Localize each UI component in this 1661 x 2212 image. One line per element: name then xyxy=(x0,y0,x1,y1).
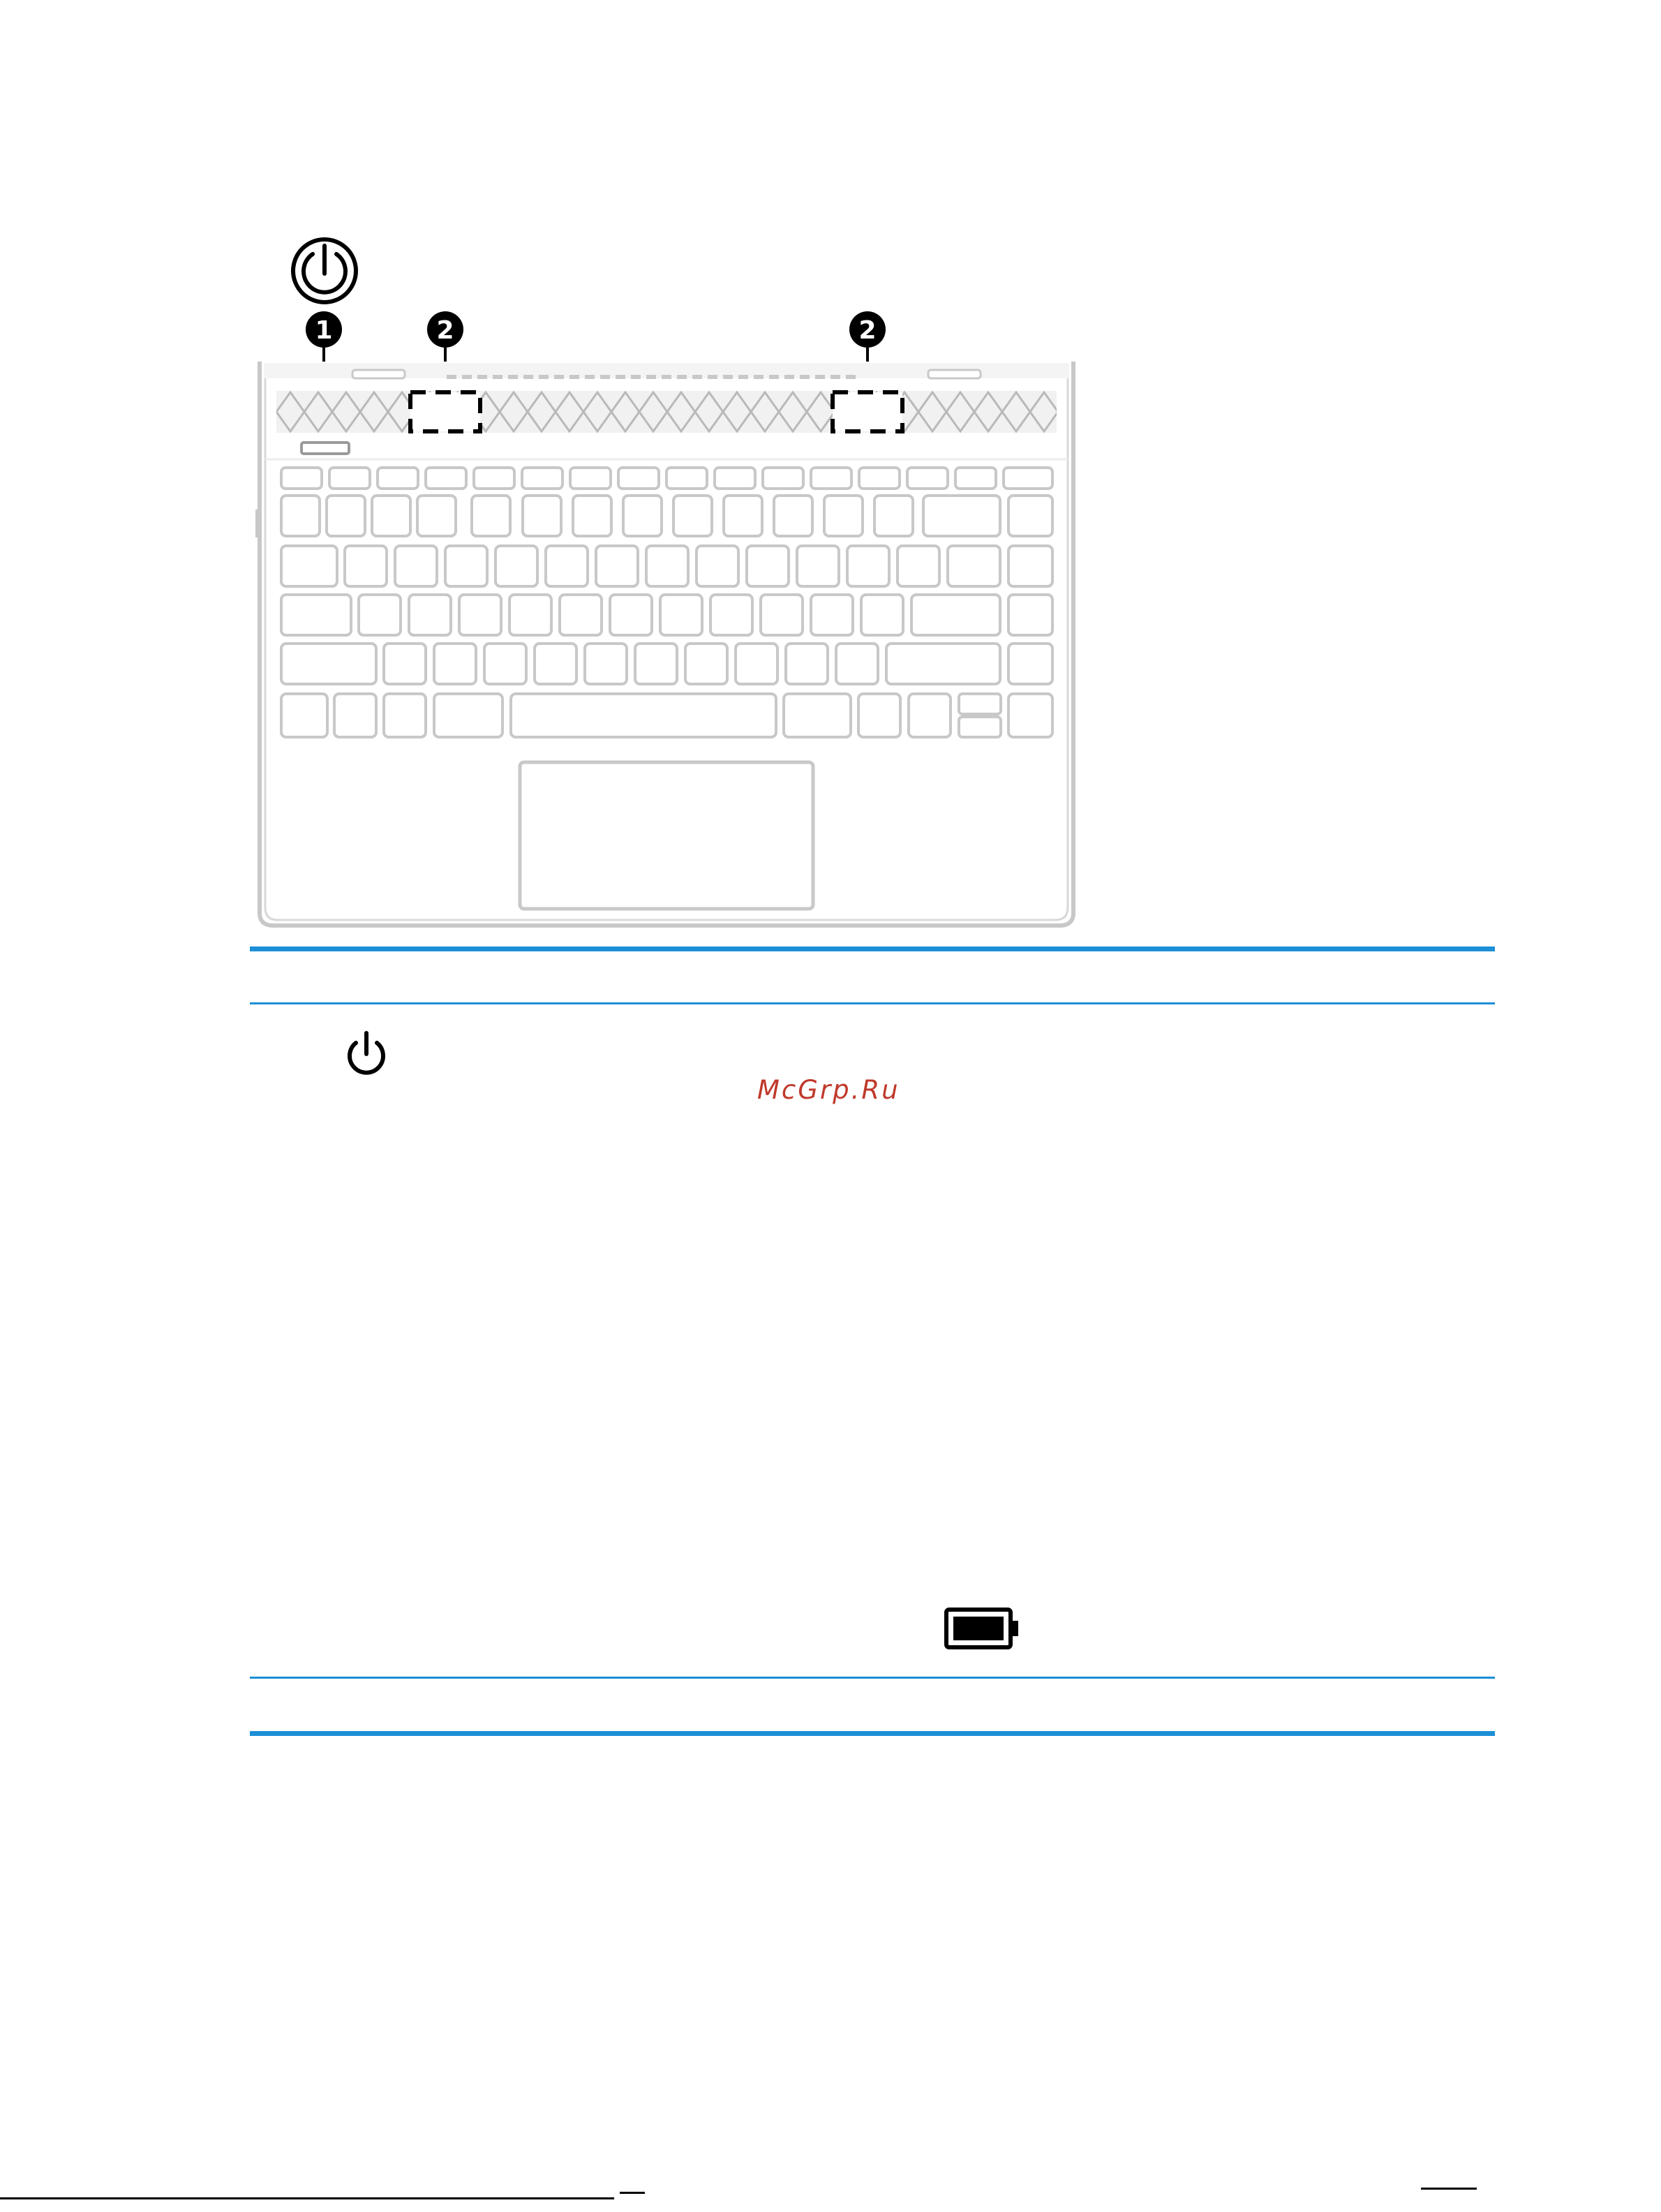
battery-icon xyxy=(944,1607,1020,1650)
svg-text:2: 2 xyxy=(436,316,454,345)
power-icon xyxy=(342,1029,391,1078)
table-top-rule xyxy=(250,947,1495,951)
table-header-rule xyxy=(250,1002,1495,1004)
page-bottom-mark xyxy=(620,2192,645,2202)
power-icon xyxy=(293,239,356,302)
table-row-rule xyxy=(250,1677,1495,1679)
page-bottom-edge xyxy=(0,2197,614,2199)
speaker-grille xyxy=(276,391,1057,433)
watermark[interactable]: McGrp.Ru xyxy=(757,1075,900,1105)
speaker-right xyxy=(833,392,902,431)
page-bottom-mark xyxy=(1421,2188,1477,2199)
table-bottom-rule xyxy=(250,1731,1495,1736)
touchpad xyxy=(520,762,813,909)
keyboard-area-illustration xyxy=(0,0,1661,935)
svg-text:2: 2 xyxy=(858,316,877,345)
speaker-left xyxy=(410,392,480,431)
power-button xyxy=(301,443,349,454)
svg-text:1: 1 xyxy=(315,316,333,345)
